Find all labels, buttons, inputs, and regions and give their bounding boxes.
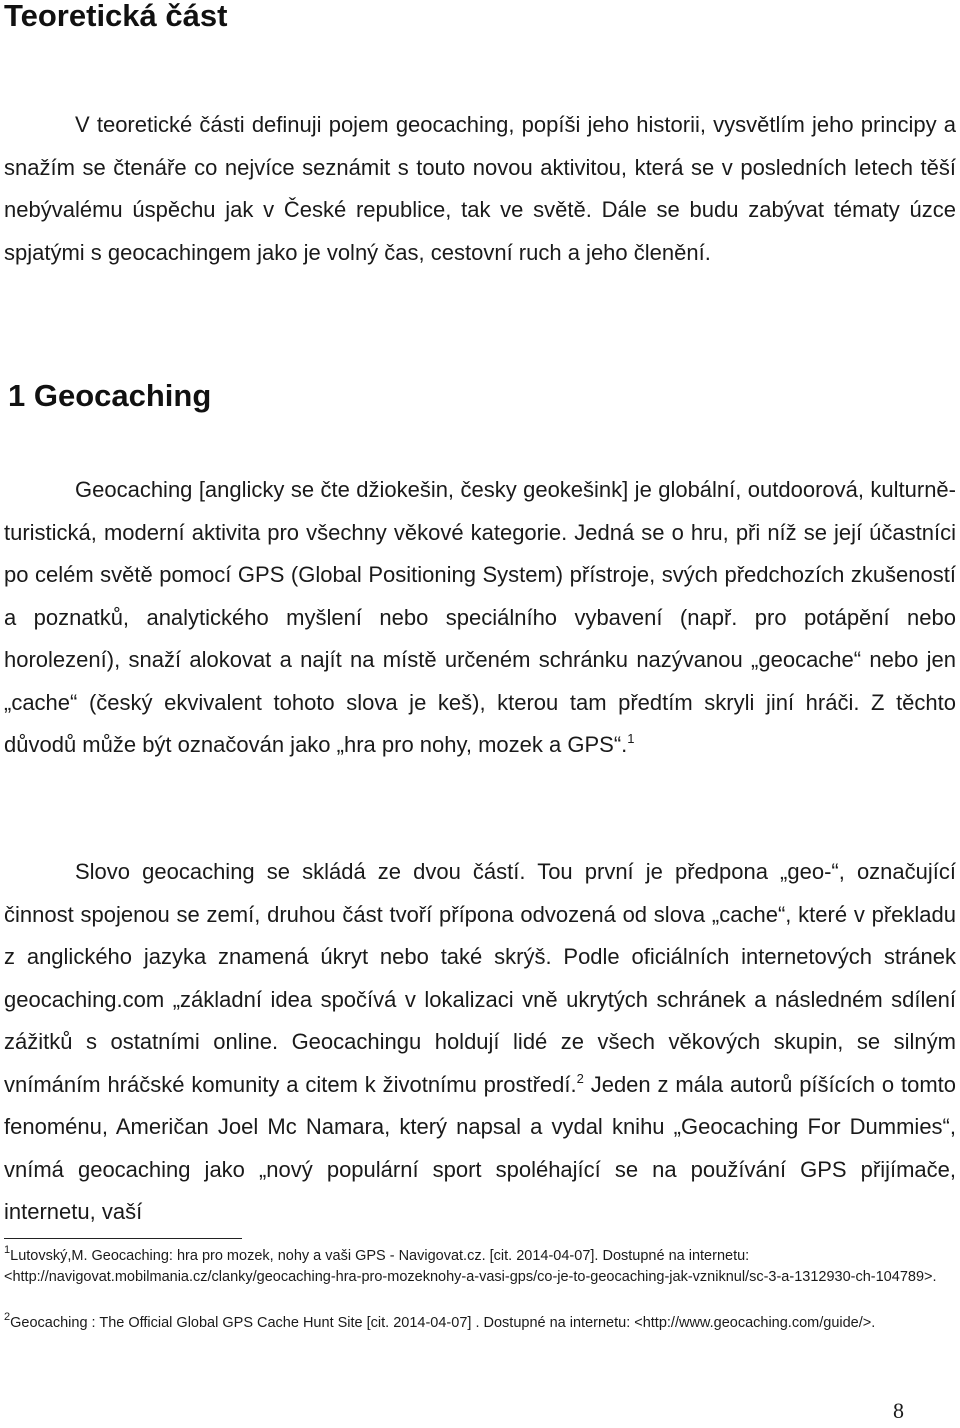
intro-paragraph [4,104,956,274]
definition-paragraph [4,469,956,767]
etymology-paragraph-text-a: Slovo geocaching se skládá ze dvou částí. Tou první je předpona „geo-“, označující činnost spojenou se zemí, druhou část tvoří přípona odvozená od slova „cache“, které v překladu z anglického jazyka znamená úkryt nebo také skrýš. Podle oficiálních internetových stránek geocaching.com „základní idea spočívá v lokalizaci vně ukrytých schránek a následném sdílení zážitků s ostatními online. Geocachingu holdují lidé ze všech věkových skupin, se silným vnímáním hráčské komunity a citem k životnímu prostředí. [4,859,956,1097]
footnote-separator [4,1238,242,1239]
intro-paragraph-text: V teoretické části definuji pojem geocaching, popíši jeho historii, vysvětlím jeho principy a snažím se čtenáře co nejvíce seznámit s touto novou aktivitou, která se v posledních letech těší nebývalému úspěchu jak v České republice, tak ve světě. Dále se budu zabývat tématy úzce spjatými s geocachingem jako je volný čas, cestovní ruch a jeho členění. [4,112,956,265]
footnote-text-2: Geocaching : The Official Global GPS Cache Hunt Site [cit. 2014-04-07] . Dostupné na internetu: <http://www.geocaching.com/guide/>. [10,1315,876,1331]
section-heading-geocaching: 1 Geocaching [8,378,212,413]
footnote-reference-2[interactable]: 2 [576,1070,584,1086]
etymology-paragraph-text-b: Jeden z mála autorů píšících o tomto fenoménu, Američan Joel Mc Namara, který napsal a vydal knihu „Geocaching For Dummies“, vnímá geocaching jako „nový populární sport spoléhající se na používání GPS přijímače, internetu, vaší [4,1071,956,1224]
footnote-text-1: Lutovský,M. Geocaching: hra pro mozek, nohy a vaši GPS - Navigovat.cz. [cit. 2014-04-07]. Dostupné na internetu: <http://navigovat.mobilmania.cz/clanky/geocaching-hra-pro-mozeknohy-a-vasi-gps/co-je-to-geocaching-jak-vzniknul/sc-3-a-1312930-ch-104789>. [4,1248,937,1285]
footnote-reference-1[interactable]: 1 [627,731,635,746]
footnote-1 [4,1246,956,1288]
page-number: 8 [893,1398,904,1423]
footnote-number-2: 2 [4,1311,11,1323]
definition-paragraph-text: Geocaching [anglicky se čte džiokešin, česky geokešink] je globální, outdoorová, kulturně-turistická, moderní aktivita pro všechny věkové kategorie. Jedná se o hru, při níž se její účastníci po celém světě pomocí GPS (Global Positioning System) přístroje, svých předchozích zkušeností a poznatků, analytického myšlení nebo speciálního vybavení (např. pro potápění nebo horolezení), snaží alokovat a najít na místě určeném schránku nazývanou „geocache“ nebo jen „cache“ (český ekvivalent tohoto slova je keš), kterou tam předtím skryli jiní hráči. Z těchto důvodů může být označován jako „hra pro nohy, mozek a GPS“. [4,477,956,757]
footnote-number-1: 1 [4,1244,11,1256]
etymology-paragraph [4,851,956,1234]
footnote-2 [4,1313,956,1334]
page-title: Teoretická část [4,0,228,33]
